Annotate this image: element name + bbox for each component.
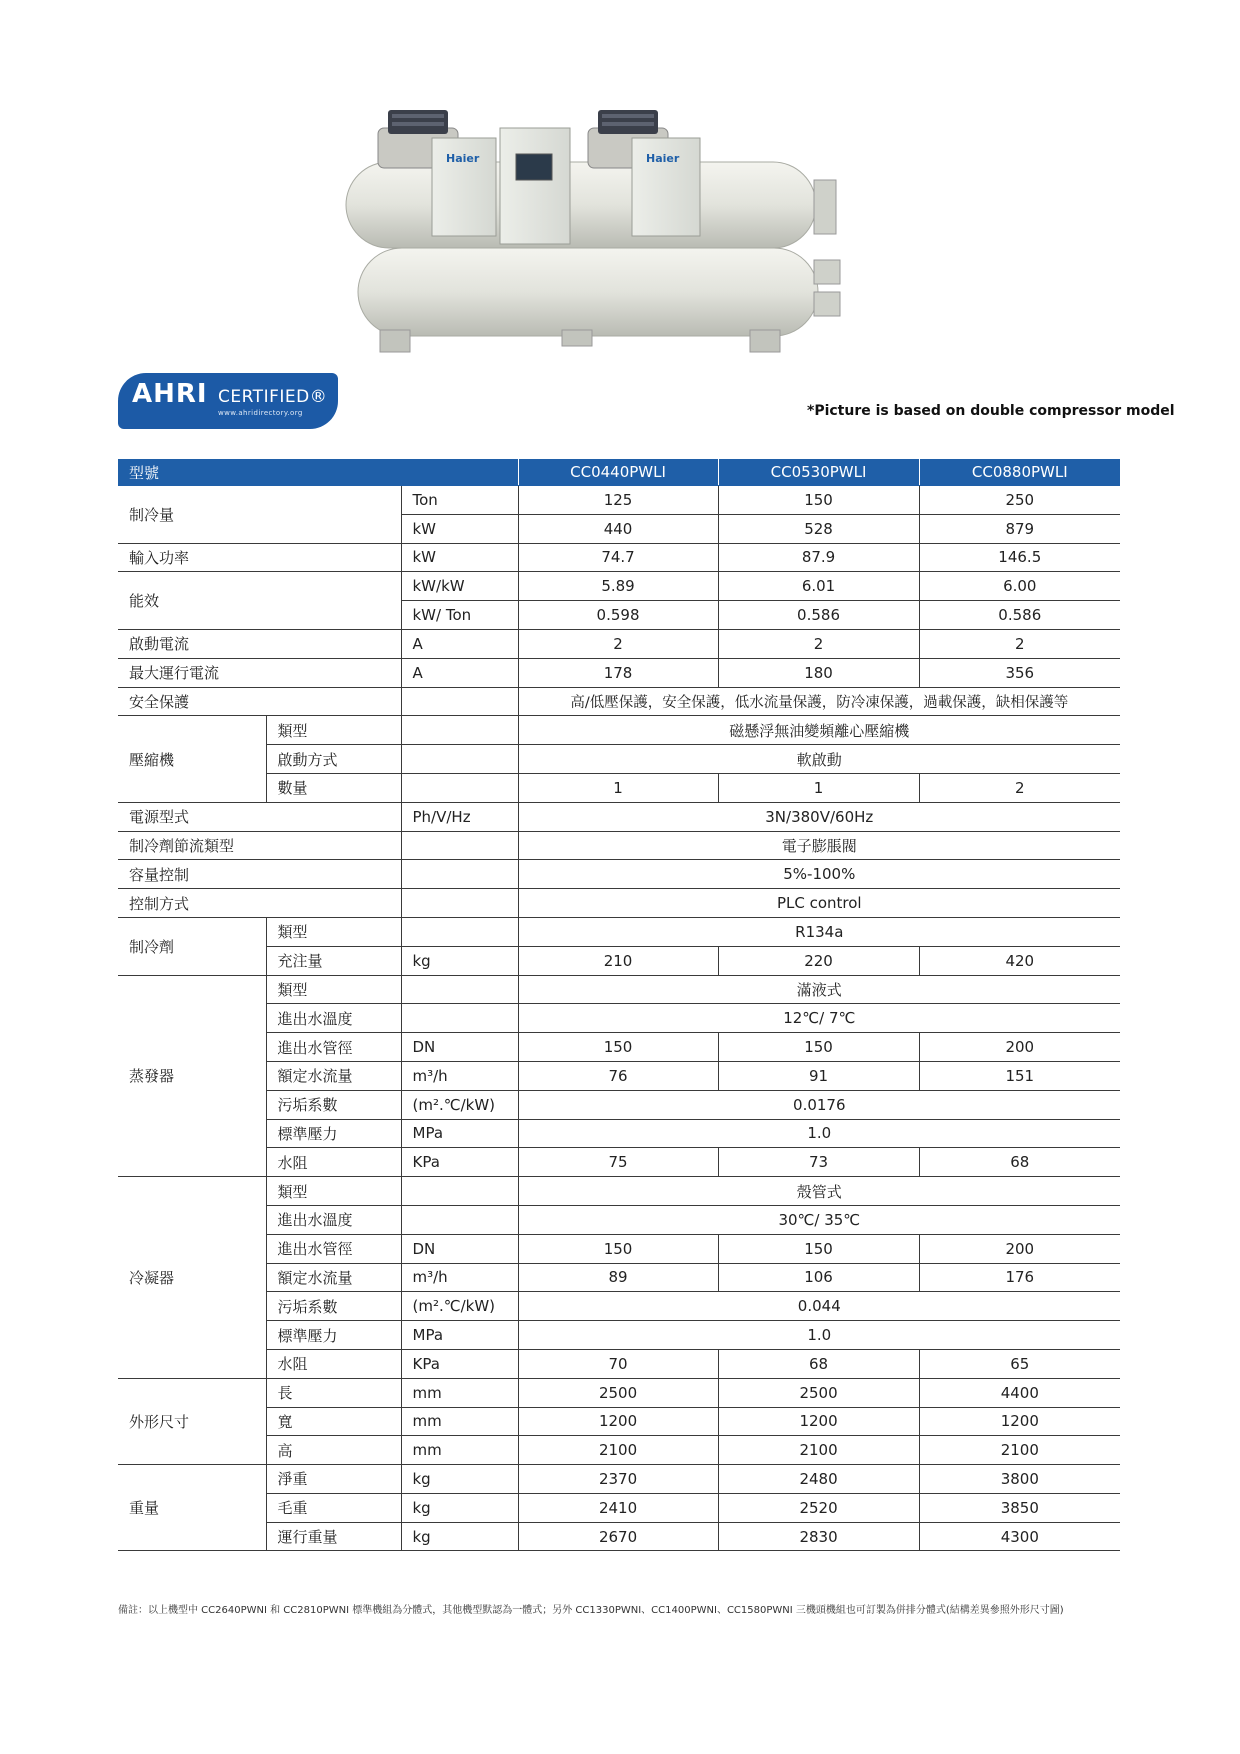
value-cell: 1.0 xyxy=(518,1321,1120,1350)
model-1: CC0440PWLI xyxy=(518,459,718,486)
table-row xyxy=(118,831,1120,860)
unit-cell: kW xyxy=(401,514,518,543)
value-cell: 軟啟動 xyxy=(518,745,1120,774)
table-row xyxy=(118,1263,1120,1292)
value-cell: 151 xyxy=(919,1061,1120,1090)
value-cell: 2480 xyxy=(718,1465,919,1494)
table-row xyxy=(118,1061,1120,1090)
value-cell: 89 xyxy=(518,1263,718,1292)
table-row xyxy=(118,1292,1120,1321)
unit-cell: kg xyxy=(401,946,518,975)
sub-label-cell: 啟動方式 xyxy=(266,745,401,774)
value-cell: 0.598 xyxy=(518,601,718,630)
value-cell: R134a xyxy=(518,917,1120,946)
value-cell: 210 xyxy=(518,946,718,975)
unit-cell: Ph/V/Hz xyxy=(401,802,518,831)
unit-cell: (m².℃/kW) xyxy=(401,1090,518,1119)
unit-cell: kg xyxy=(401,1493,518,1522)
value-cell: 356 xyxy=(919,658,1120,687)
table-row xyxy=(118,1234,1120,1263)
value-cell: 150 xyxy=(718,1234,919,1263)
sub-label-cell: 污垢系數 xyxy=(266,1090,401,1119)
value-cell: 3N/380V/60Hz xyxy=(518,802,1120,831)
unit-cell xyxy=(401,917,518,946)
value-cell: 2 xyxy=(718,629,919,658)
value-cell: 106 xyxy=(718,1263,919,1292)
table-row xyxy=(118,1465,1120,1494)
sub-label-cell: 污垢系數 xyxy=(266,1292,401,1321)
value-cell: 1 xyxy=(718,773,919,802)
table-row xyxy=(118,1177,1120,1206)
row-label-max-current: 最大運行電流 xyxy=(118,658,401,687)
model-label: 型號 xyxy=(118,459,518,486)
table-row xyxy=(118,572,1120,601)
value-cell: 200 xyxy=(919,1033,1120,1062)
value-cell: 電子膨脹閥 xyxy=(518,831,1120,860)
row-label-throttle: 制冷劑節流類型 xyxy=(118,831,401,860)
table-row xyxy=(118,802,1120,831)
value-cell: 2 xyxy=(518,629,718,658)
unit-cell xyxy=(401,889,518,918)
value-cell: 殼管式 xyxy=(518,1177,1120,1206)
table-row xyxy=(118,1407,1120,1436)
value-cell: 74.7 xyxy=(518,543,718,572)
sub-label-cell: 進出水管徑 xyxy=(266,1234,401,1263)
sub-label-cell: 毛重 xyxy=(266,1493,401,1522)
value-cell: 1.0 xyxy=(518,1119,1120,1148)
sub-label-cell: 類型 xyxy=(266,975,401,1004)
row-label-power-supply: 電源型式 xyxy=(118,802,401,831)
ahri-url: www.ahridirectory.org xyxy=(218,409,303,417)
unit-cell xyxy=(401,687,518,716)
sub-label-cell: 類型 xyxy=(266,917,401,946)
picture-note: *Picture is based on double compressor model xyxy=(807,403,1175,419)
unit-cell xyxy=(401,773,518,802)
row-label-weight: 重量 xyxy=(118,1465,266,1551)
brand-label-right: Haier xyxy=(646,152,680,165)
ahri-certified-text: CERTIFIED® xyxy=(218,387,328,407)
value-cell: 2520 xyxy=(718,1493,919,1522)
value-cell: 146.5 xyxy=(919,543,1120,572)
value-cell: 68 xyxy=(718,1349,919,1378)
sub-label-cell: 長 xyxy=(266,1378,401,1407)
sub-label-cell: 高 xyxy=(266,1436,401,1465)
unit-cell: A xyxy=(401,629,518,658)
spec-table xyxy=(118,459,1120,1551)
value-cell: 2100 xyxy=(718,1436,919,1465)
value-cell: 73 xyxy=(718,1148,919,1177)
value-cell: 2830 xyxy=(718,1522,919,1551)
table-row xyxy=(118,1522,1120,1551)
table-header-row xyxy=(118,459,1120,486)
value-cell: 420 xyxy=(919,946,1120,975)
value-cell: 180 xyxy=(718,658,919,687)
unit-cell: kg xyxy=(401,1465,518,1494)
table-row xyxy=(118,745,1120,774)
table-row xyxy=(118,946,1120,975)
unit-cell: mm xyxy=(401,1378,518,1407)
unit-cell xyxy=(401,1205,518,1234)
unit-cell xyxy=(401,1004,518,1033)
value-cell: 125 xyxy=(518,486,718,515)
table-row xyxy=(118,1493,1120,1522)
value-cell: 0.044 xyxy=(518,1292,1120,1321)
row-label-efficiency: 能效 xyxy=(118,572,401,630)
row-label-input-power: 輸入功率 xyxy=(118,543,401,572)
unit-cell: m³/h xyxy=(401,1263,518,1292)
value-cell: 879 xyxy=(919,514,1120,543)
value-cell: 6.01 xyxy=(718,572,919,601)
model-3: CC0880PWLI xyxy=(919,459,1120,486)
table-row xyxy=(118,1119,1120,1148)
table-row xyxy=(118,716,1120,745)
table-row xyxy=(118,889,1120,918)
unit-cell: DN xyxy=(401,1234,518,1263)
sub-label-cell: 進出水管徑 xyxy=(266,1033,401,1062)
sub-label-cell: 進出水溫度 xyxy=(266,1004,401,1033)
value-cell: 0.586 xyxy=(718,601,919,630)
table-row xyxy=(118,1004,1120,1033)
sub-label-cell: 水阻 xyxy=(266,1148,401,1177)
unit-cell xyxy=(401,860,518,889)
value-cell: 3800 xyxy=(919,1465,1120,1494)
value-cell: 滿液式 xyxy=(518,975,1120,1004)
table-row xyxy=(118,658,1120,687)
unit-cell xyxy=(401,745,518,774)
sub-label-cell: 充注量 xyxy=(266,946,401,975)
value-cell: 2 xyxy=(919,629,1120,658)
sub-label-cell: 額定水流量 xyxy=(266,1061,401,1090)
value-cell: 75 xyxy=(518,1148,718,1177)
ahri-certified-badge xyxy=(118,373,338,429)
table-row xyxy=(118,1090,1120,1119)
value-cell: 200 xyxy=(919,1234,1120,1263)
value-cell: 0.0176 xyxy=(518,1090,1120,1119)
value-cell: 1200 xyxy=(919,1407,1120,1436)
unit-cell: KPa xyxy=(401,1349,518,1378)
value-cell: 2 xyxy=(919,773,1120,802)
table-row xyxy=(118,1378,1120,1407)
value-cell: 150 xyxy=(718,486,919,515)
value-cell: 2410 xyxy=(518,1493,718,1522)
unit-cell: MPa xyxy=(401,1321,518,1350)
unit-cell: kW/ Ton xyxy=(401,601,518,630)
table-row xyxy=(118,917,1120,946)
sub-label-cell: 標準壓力 xyxy=(266,1119,401,1148)
value-cell: 528 xyxy=(718,514,919,543)
sub-label-cell: 寬 xyxy=(266,1407,401,1436)
value-cell: 5.89 xyxy=(518,572,718,601)
value-cell: 1 xyxy=(518,773,718,802)
sub-label-cell: 數量 xyxy=(266,773,401,802)
table-row xyxy=(118,543,1120,572)
value-cell: 2670 xyxy=(518,1522,718,1551)
unit-cell: MPa xyxy=(401,1119,518,1148)
table-row xyxy=(118,1205,1120,1234)
table-row xyxy=(118,860,1120,889)
table-row xyxy=(118,1349,1120,1378)
value-cell: 150 xyxy=(518,1234,718,1263)
value-cell: 440 xyxy=(518,514,718,543)
value-cell: 1200 xyxy=(718,1407,919,1436)
value-cell: 磁懸浮無油變頻離心壓縮機 xyxy=(518,716,1120,745)
sub-label-cell: 類型 xyxy=(266,716,401,745)
row-label-dimensions: 外形尺寸 xyxy=(118,1378,266,1464)
sub-label-cell: 水阻 xyxy=(266,1349,401,1378)
unit-cell: Ton xyxy=(401,486,518,515)
table-row xyxy=(118,1033,1120,1062)
value-cell: 65 xyxy=(919,1349,1120,1378)
unit-cell: A xyxy=(401,658,518,687)
table-row xyxy=(118,975,1120,1004)
value-cell: 68 xyxy=(919,1148,1120,1177)
value-cell: 12℃/ 7℃ xyxy=(518,1004,1120,1033)
table-row xyxy=(118,1436,1120,1465)
footnote: 備註：以上機型中 CC2640PWNI 和 CC2810PWNI 標準機組為分體式，其他機型默認為一體式；另外 CC1330PWNI、CC1400PWNI、CC1580PWNI 三機頭機組也可訂製為併排分體式(結構差異參照外形尺寸圖) xyxy=(118,1605,1064,1616)
table-row xyxy=(118,687,1120,716)
brand-label-left: Haier xyxy=(446,152,480,165)
model-2: CC0530PWLI xyxy=(718,459,919,486)
chiller-product-image xyxy=(340,110,900,372)
ahri-brand: AHRI xyxy=(132,379,208,409)
value-cell: 2500 xyxy=(518,1378,718,1407)
unit-cell: KPa xyxy=(401,1148,518,1177)
sub-label-cell: 運行重量 xyxy=(266,1522,401,1551)
sub-label-cell: 進出水溫度 xyxy=(266,1205,401,1234)
table-row xyxy=(118,773,1120,802)
value-cell: 高/低壓保護，安全保護，低水流量保護，防冷凍保護，過載保護，缺相保護等 xyxy=(518,687,1120,716)
value-cell: 76 xyxy=(518,1061,718,1090)
value-cell: 2370 xyxy=(518,1465,718,1494)
value-cell: 2100 xyxy=(919,1436,1120,1465)
value-cell: PLC control xyxy=(518,889,1120,918)
value-cell: 250 xyxy=(919,486,1120,515)
value-cell: 87.9 xyxy=(718,543,919,572)
sub-label-cell: 標準壓力 xyxy=(266,1321,401,1350)
row-label-control-mode: 控制方式 xyxy=(118,889,401,918)
unit-cell: (m².℃/kW) xyxy=(401,1292,518,1321)
value-cell: 91 xyxy=(718,1061,919,1090)
table-row xyxy=(118,1321,1120,1350)
value-cell: 178 xyxy=(518,658,718,687)
value-cell: 5%-100% xyxy=(518,860,1120,889)
value-cell: 150 xyxy=(718,1033,919,1062)
unit-cell: mm xyxy=(401,1407,518,1436)
table-row xyxy=(118,629,1120,658)
value-cell: 70 xyxy=(518,1349,718,1378)
unit-cell: kg xyxy=(401,1522,518,1551)
row-label-refrigerant: 制冷劑 xyxy=(118,917,266,975)
unit-cell xyxy=(401,1177,518,1206)
value-cell: 1200 xyxy=(518,1407,718,1436)
table-row xyxy=(118,1148,1120,1177)
sub-label-cell: 額定水流量 xyxy=(266,1263,401,1292)
sub-label-cell: 類型 xyxy=(266,1177,401,1206)
value-cell: 150 xyxy=(518,1033,718,1062)
value-cell: 2500 xyxy=(718,1378,919,1407)
unit-cell xyxy=(401,716,518,745)
unit-cell: kW xyxy=(401,543,518,572)
table-row xyxy=(118,486,1120,515)
value-cell: 4400 xyxy=(919,1378,1120,1407)
row-label-compressor: 壓縮機 xyxy=(118,716,266,802)
row-label-capacity-control: 容量控制 xyxy=(118,860,401,889)
unit-cell: kW/kW xyxy=(401,572,518,601)
value-cell: 3850 xyxy=(919,1493,1120,1522)
value-cell: 4300 xyxy=(919,1522,1120,1551)
unit-cell: DN xyxy=(401,1033,518,1062)
unit-cell: m³/h xyxy=(401,1061,518,1090)
sub-label-cell: 淨重 xyxy=(266,1465,401,1494)
row-label-cooling: 制冷量 xyxy=(118,486,401,544)
value-cell: 220 xyxy=(718,946,919,975)
value-cell: 6.00 xyxy=(919,572,1120,601)
value-cell: 2100 xyxy=(518,1436,718,1465)
value-cell: 30℃/ 35℃ xyxy=(518,1205,1120,1234)
unit-cell xyxy=(401,975,518,1004)
row-label-safety: 安全保護 xyxy=(118,687,401,716)
unit-cell xyxy=(401,831,518,860)
unit-cell: mm xyxy=(401,1436,518,1465)
value-cell: 176 xyxy=(919,1263,1120,1292)
row-label-condenser: 冷凝器 xyxy=(118,1177,266,1379)
row-label-start-current: 啟動電流 xyxy=(118,629,401,658)
row-label-evaporator: 蒸發器 xyxy=(118,975,266,1177)
value-cell: 0.586 xyxy=(919,601,1120,630)
